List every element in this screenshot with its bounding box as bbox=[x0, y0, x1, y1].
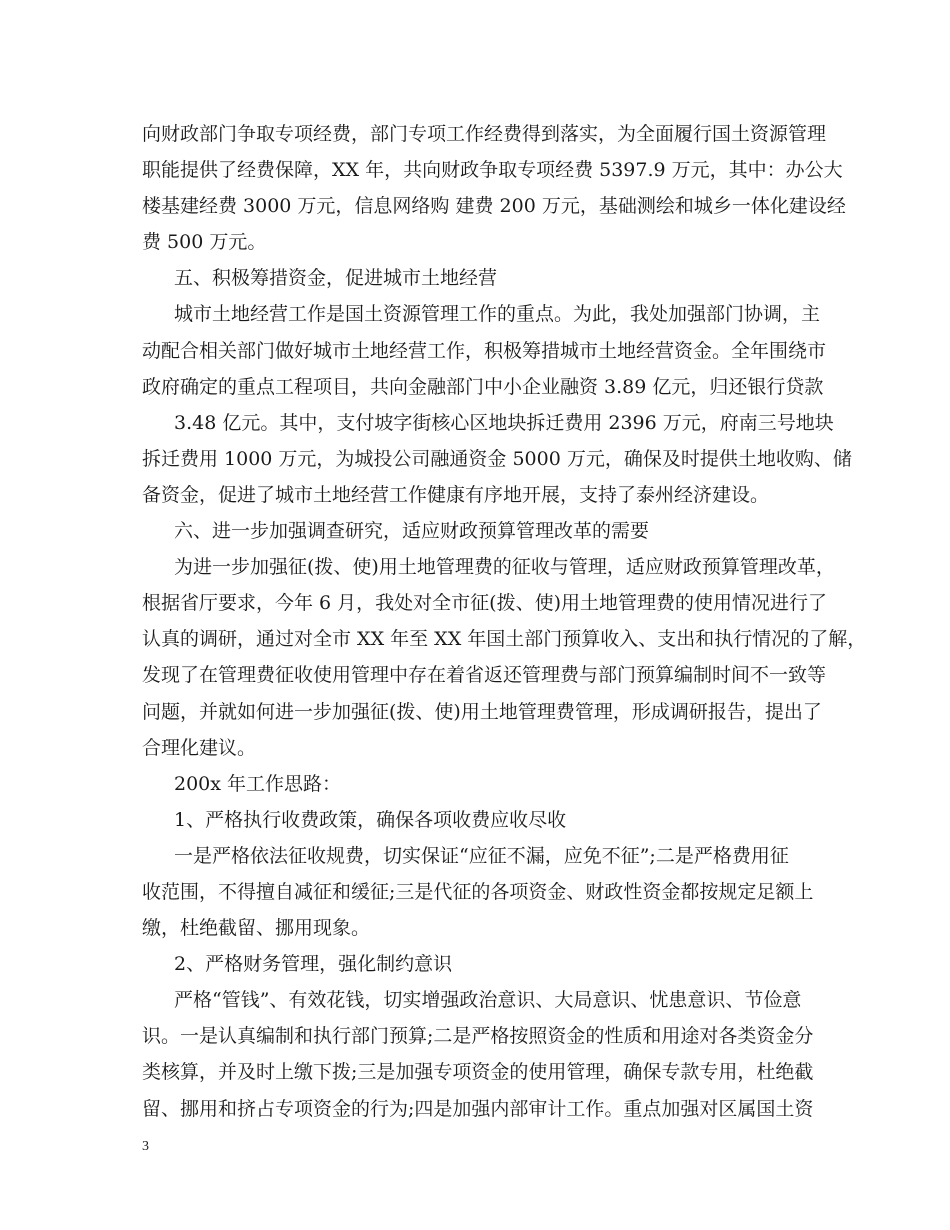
text-line: 3.48 亿元。其中，支付坡字街核心区地块拆迁费用 2396 万元，府南三号地块 bbox=[174, 411, 834, 434]
paragraph-first-line: 一是严格依法征收规费，切实保证“应征不漏，应免不征”;二是严格费用征 bbox=[174, 844, 789, 867]
paragraph-first-line: 城市土地经营工作是国土资源管理工作的重点。为此，我处加强部门协调，主 bbox=[174, 303, 821, 326]
text-line: 留、挪用和挤占专项资金的行为;四是加强内部审计工作。重点加强对区属国土资 bbox=[142, 1097, 814, 1120]
text-line: 收范围，不得擅自减征和缓征;三是代征的各项资金、财政性资金都按规定足额上 bbox=[142, 880, 814, 903]
section-heading: 六、进一步加强调查研究，适应财政预算管理改革的需要 bbox=[174, 520, 650, 543]
paragraph-first-line: 严格“管钱”、有效花钱，切实增强政治意识、大局意识、忧患意识、节俭意 bbox=[174, 989, 802, 1012]
text-line: 动配合相关部门做好城市土地经营工作，积极筹措城市土地经营资金。全年围绕市 bbox=[142, 339, 827, 362]
text-line: 费 500 万元。 bbox=[142, 231, 267, 254]
text-line: 类核算，并及时上缴下拨;三是加强专项资金的使用管理，确保专款专用，杜绝截 bbox=[142, 1061, 814, 1084]
text-line: 职能提供了经费保障，XX 年，共向财政争取专项经费 5397.9 万元，其中：办公大 bbox=[142, 159, 843, 182]
section-heading: 200x 年工作思路： bbox=[174, 772, 342, 795]
text-line: 政府确定的重点工程项目，共向金融部门中小企业融资 3.89 亿元，归还银行贷款 bbox=[142, 375, 824, 398]
text-line: 发现了在管理费征收使用管理中存在着省返还管理费与部门预算编制时间不一致等 bbox=[142, 664, 827, 687]
text-line: 合理化建议。 bbox=[142, 736, 257, 759]
text-line: 问题，并就如何进一步加强征(拨、使)用土地管理费管理，形成调研报告，提出了 bbox=[142, 700, 822, 723]
subsection-heading: 1、严格执行收费政策，确保各项收费应收尽收 bbox=[174, 808, 567, 831]
document-body bbox=[142, 116, 867, 1127]
page-number: 3 bbox=[142, 1139, 149, 1154]
text-line: 认真的调研，通过对全市 XX 年至 XX 年国土部门预算收入、支出和执行情况的了解， bbox=[142, 628, 867, 651]
text-line: 缴，杜绝截留、挪用现象。 bbox=[142, 917, 371, 940]
text-line: 楼基建经费 3000 万元，信息网络购 建费 200 万元，基础测绘和城乡一体化建设经 bbox=[142, 195, 846, 218]
text-line: 识。一是认真编制和执行部门预算;二是严格按照资金的性质和用途对各类资金分 bbox=[142, 1025, 814, 1048]
text-line: 根据省厅要求，今年 6 月，我处对全市征(拨、使)用土地管理费的使用情况进行了 bbox=[142, 592, 827, 615]
subsection-heading: 2、严格财务管理，强化制约意识 bbox=[174, 953, 453, 976]
section-heading: 五、积极筹措资金，促进城市土地经营 bbox=[174, 267, 498, 290]
text-line: 拆迁费用 1000 万元，为城投公司融通资金 5000 万元，确保及时提供土地收购、储 bbox=[142, 447, 852, 470]
text-line: 备资金，促进了城市土地经营工作健康有序地开展，支持了泰州经济建设。 bbox=[142, 483, 770, 506]
text-line: 向财政部门争取专项经费，部门专项工作经费得到落实，为全面履行国土资源管理 bbox=[142, 123, 827, 145]
paragraph-first-line: 为进一步加强征(拨、使)用土地管理费的征收与管理，适应财政预算管理改革， bbox=[174, 556, 835, 579]
